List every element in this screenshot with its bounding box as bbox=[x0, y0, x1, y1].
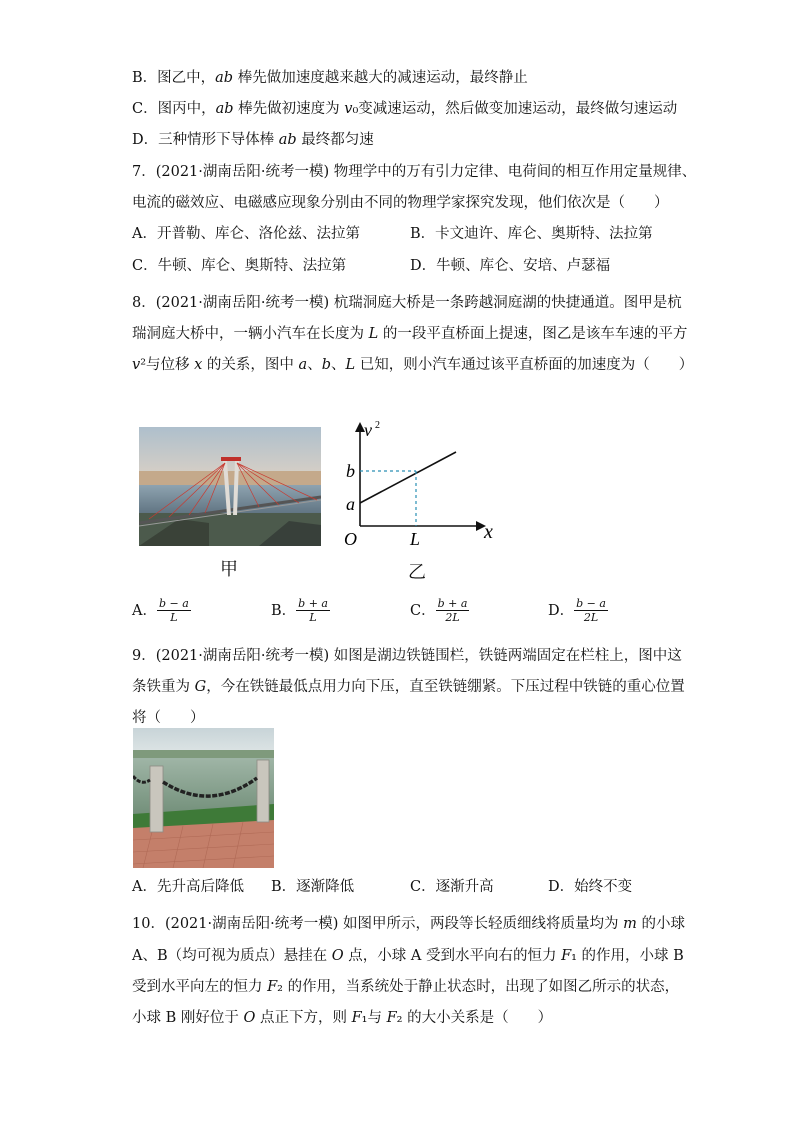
text-segment: C．图丙中， bbox=[132, 101, 216, 117]
text-segment: L bbox=[368, 326, 379, 342]
text-segment: 条铁重为 bbox=[132, 679, 195, 695]
text-segment: m bbox=[623, 916, 637, 932]
text-segment: F bbox=[351, 1010, 362, 1026]
text-segment: F bbox=[386, 1010, 397, 1026]
text-segment: b bbox=[321, 357, 331, 373]
text-segment: ab bbox=[215, 101, 234, 117]
text-line-q10c bbox=[132, 977, 679, 997]
q9-option-b: B．逐渐降低 bbox=[271, 879, 355, 895]
q8-option-c-label: C． bbox=[410, 602, 436, 619]
text-segment: 点，小球 A 受到水平向右的恒力 bbox=[343, 948, 562, 964]
text-segment: 7．(2021·湖南岳阳·统考一模) 物理学中的万有引力定律、电荷间的相互作用定量规律、 bbox=[132, 164, 697, 180]
text-line-q9c bbox=[132, 708, 205, 728]
text-segment: 小球 B 刚好位于 bbox=[132, 1010, 244, 1026]
q9-option-c: C．逐渐升高 bbox=[410, 879, 494, 895]
text-segment: ₂ bbox=[396, 1010, 403, 1026]
q8-option-d bbox=[548, 597, 608, 624]
q9-option-a: A．先升高后降低 bbox=[132, 879, 244, 895]
b-label: b bbox=[346, 461, 355, 481]
y-axis-exponent: 2 bbox=[375, 420, 380, 431]
origin-label: O bbox=[344, 529, 357, 549]
text-segment: 将（ ） bbox=[132, 710, 205, 726]
text-segment: ab bbox=[215, 70, 234, 86]
q8-option-b-label: B． bbox=[271, 602, 297, 619]
text-segment: 10．(2021·湖南岳阳·统考一模) 如图甲所示，两段等长轻质细线将质量均为 bbox=[132, 916, 624, 932]
text-line-q10b bbox=[132, 946, 684, 966]
text-line-q7a bbox=[132, 162, 696, 182]
q7-option-b: B．卡文迪许、库仑、奥斯特、法拉第 bbox=[410, 226, 653, 242]
text-segment: 的作用，当系统处于静止状态时，出现了如图乙所示的状态， bbox=[283, 979, 680, 995]
L-label: L bbox=[410, 529, 421, 549]
text-segment: a bbox=[298, 357, 308, 373]
text-segment: 的大小关系是（ ） bbox=[402, 1010, 553, 1026]
text-line-q6b bbox=[132, 68, 528, 88]
text-segment: ² bbox=[140, 357, 147, 373]
q7-option-a: A．开普勒、库仑、洛伦兹、法拉第 bbox=[132, 226, 360, 242]
text-segment: x bbox=[194, 357, 203, 373]
text-segment: 8．(2021·湖南岳阳·统考一模) 杭瑞洞庭大桥是一条跨越洞庭湖的快捷通道。图甲是杭 bbox=[132, 295, 682, 311]
q8-option-a-fraction: $\frac{b - a}{L}$ bbox=[158, 597, 189, 624]
bridge-photo bbox=[139, 427, 321, 546]
q8-option-a-label: A． bbox=[132, 602, 157, 619]
text-segment: ₀ bbox=[352, 101, 359, 117]
text-segment: 电流的磁效应、电磁感应现象分别由不同的物理学家探究发现，他们依次是（ ） bbox=[132, 195, 669, 211]
text-segment: F bbox=[267, 979, 278, 995]
q8-option-d-label: D． bbox=[548, 602, 575, 619]
text-line-q10a bbox=[132, 914, 685, 934]
text-segment: 受到水平向左的恒力 bbox=[132, 979, 268, 995]
text-segment: 棒先做加速度越来越大的减速运动，最终静止 bbox=[233, 70, 528, 86]
text-segment: ，今在铁链最低点用力向下压，直至铁链绷紧。下压过程中铁链的重心位置 bbox=[206, 679, 685, 695]
text-line-q7b bbox=[132, 193, 669, 213]
text-segment: A、B（均可视为质点）悬挂在 bbox=[132, 948, 332, 964]
text-line-q8b bbox=[132, 324, 687, 344]
text-segment: 9．(2021·湖南岳阳·统考一模) 如图是湖边铁链围栏，铁链两端固定在栏柱上，图中这 bbox=[132, 648, 682, 664]
y-axis-label: v bbox=[364, 420, 372, 440]
text-segment: O bbox=[243, 1010, 256, 1026]
text-segment: 已知，则小汽车通过该平直桥面的加速度为（ ） bbox=[355, 357, 694, 373]
text-line-q6d bbox=[132, 130, 374, 150]
q7-option-d: D．牛顿、库仑、安培、卢瑟福 bbox=[410, 258, 611, 274]
text-segment: ab bbox=[278, 132, 297, 148]
figure-caption-yi: 乙 bbox=[408, 562, 426, 583]
text-segment: G bbox=[194, 679, 207, 695]
text-segment: 、 bbox=[331, 357, 346, 373]
text-segment: 的作用，小球 B bbox=[576, 948, 684, 964]
text-segment: 、 bbox=[307, 357, 322, 373]
velocity-squared-graph bbox=[338, 412, 508, 582]
q9-option-d: D．始终不变 bbox=[548, 879, 633, 895]
text-line-q6c bbox=[132, 99, 677, 119]
text-line-q8c bbox=[132, 355, 693, 375]
text-segment: ₁ bbox=[361, 1010, 368, 1026]
text-segment: ₁ bbox=[571, 948, 577, 964]
q8-option-d-fraction: $\frac{b - a}{2L}$ bbox=[576, 597, 606, 624]
q8-option-b-fraction: $\frac{b + a}{L}$ bbox=[298, 597, 328, 624]
text-segment: 的一段平直桥面上提速，图乙是该车车速的平方 bbox=[378, 326, 688, 342]
text-segment: v bbox=[132, 357, 141, 373]
text-segment: 瑞洞庭大桥中，一辆小汽车在长度为 bbox=[132, 326, 369, 342]
text-segment: 的关系，图中 bbox=[202, 357, 299, 373]
text-line-q10d bbox=[132, 1008, 552, 1028]
text-segment: 变减速运动，然后做变加速运动，最终做匀速运动 bbox=[358, 101, 678, 117]
a-label: a bbox=[346, 494, 355, 514]
x-axis-label: x bbox=[484, 521, 493, 543]
q8-option-c-fraction: $\frac{b + a}{2L}$ bbox=[437, 597, 468, 624]
text-segment: 点正下方，则 bbox=[255, 1010, 352, 1026]
graph-line bbox=[360, 452, 456, 503]
text-segment: v bbox=[344, 101, 353, 117]
text-segment: L bbox=[345, 357, 356, 373]
chain-fence-photo bbox=[133, 728, 274, 868]
q8-option-b bbox=[271, 597, 330, 624]
text-segment: 与 bbox=[367, 1010, 387, 1026]
text-line-q8a bbox=[132, 293, 682, 313]
text-segment: B．图乙中， bbox=[132, 70, 216, 86]
q8-option-a bbox=[132, 597, 191, 624]
q7-option-c: C．牛顿、库仑、奥斯特、法拉第 bbox=[132, 258, 347, 274]
figure-caption-jia: 甲 bbox=[220, 559, 238, 580]
text-segment: 最终都匀速 bbox=[296, 132, 374, 148]
text-segment: 与位移 bbox=[146, 357, 195, 373]
text-segment: O bbox=[331, 948, 344, 964]
text-line-q9a bbox=[132, 646, 682, 666]
text-segment: ₂ bbox=[277, 979, 283, 995]
text-line-q9b bbox=[132, 677, 685, 697]
text-segment: 的小球 bbox=[636, 916, 685, 932]
text-segment: 棒先做初速度为 bbox=[233, 101, 345, 117]
text-segment: D．三种情形下导体棒 bbox=[132, 132, 279, 148]
text-segment: F bbox=[561, 948, 572, 964]
q8-option-c bbox=[410, 597, 469, 624]
